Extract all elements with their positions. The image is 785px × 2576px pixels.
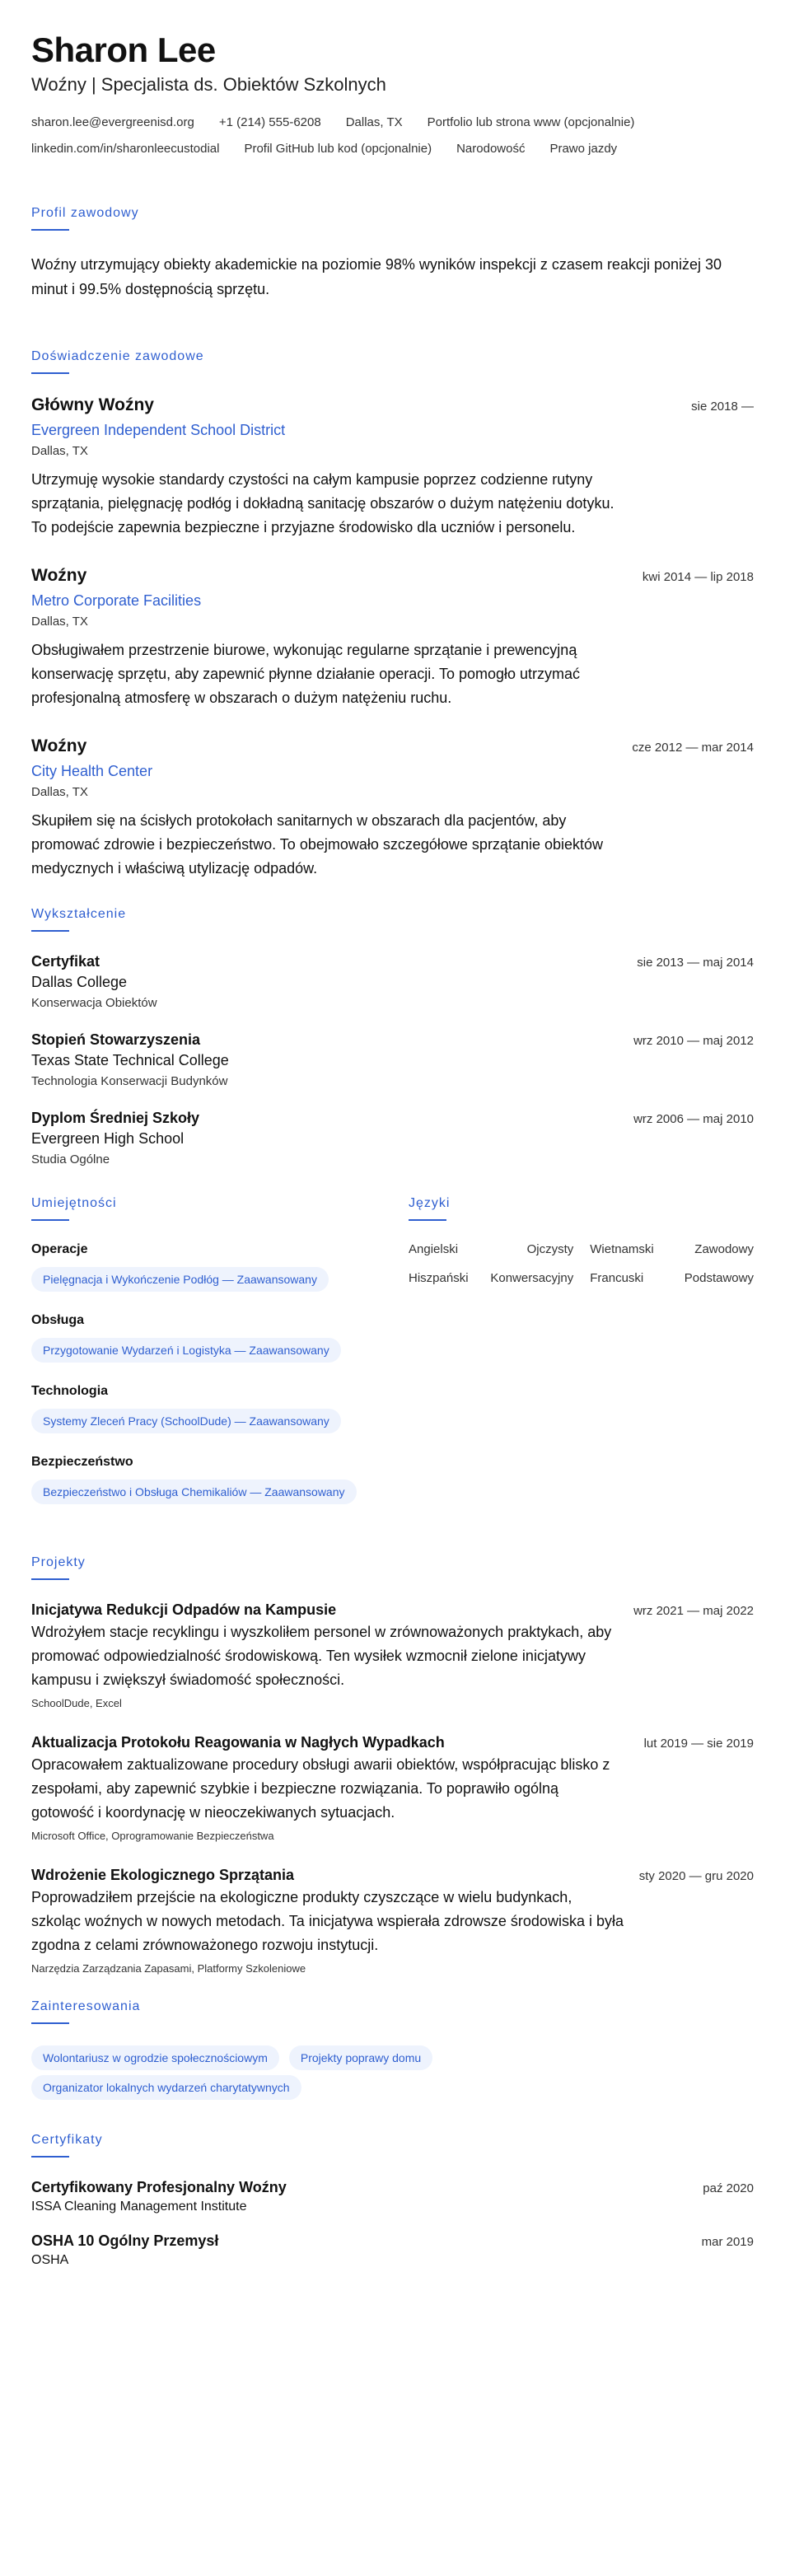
certification-date: mar 2019 xyxy=(701,2235,754,2249)
field-of-study: Konserwacja Obiektów xyxy=(31,996,157,1010)
candidate-name: Sharon Lee xyxy=(31,30,216,69)
certification-entry xyxy=(31,2179,754,2214)
languages-section xyxy=(409,1196,754,1526)
project-date: sty 2020 — gru 2020 xyxy=(638,1869,754,1883)
job-company: City Health Center xyxy=(31,763,153,779)
section-divider xyxy=(31,1578,69,1580)
section-divider xyxy=(31,229,69,231)
education-entry xyxy=(31,1031,754,1088)
section-divider xyxy=(31,2022,69,2024)
skill-tag: Przygotowanie Wydarzeń i Logistyka — Zaawansowany xyxy=(31,1338,341,1363)
job-description: Obsługiwałem przestrzenie biurowe, wykonując regularne sprzątanie i prewencyjną konserwację sprzętu, aby zapewnić płynne działanie operacji. To pomogło utrzymać profesjonalną atmosferę w obszarach o dużym natężeniu ruchu. xyxy=(31,642,581,706)
language-level: Zawodowy xyxy=(694,1242,754,1256)
skill-category: Bezpieczeństwo xyxy=(31,1455,133,1469)
certification-issuer: OSHA xyxy=(31,2253,69,2267)
certification-date: paź 2020 xyxy=(703,2181,754,2195)
job-title: Woźny xyxy=(31,736,87,755)
language-level: Ojczysty xyxy=(526,1242,574,1256)
section-title-languages: Języki xyxy=(409,1196,451,1210)
job-location: Dallas, TX xyxy=(31,444,88,458)
project-description: Opracowałem zaktualizowane procedury obsługi awarii obiektów, współpracując blisko z zespołami, aby zapewnić szybkie i bezpieczne rozwiązania. To poprawiło ogólną gotowość i koordynację w nieoczekiwanych sytuacjach. xyxy=(31,1756,610,1821)
skill-group xyxy=(31,1455,376,1508)
contact-info xyxy=(31,114,740,158)
language-name: Francuski xyxy=(590,1271,644,1285)
degree: Certyfikat xyxy=(31,953,100,970)
job-description: Utrzymuję wysokie standardy czystości na całym kampusie poprzez codzienne rutyny sprzątania, pielęgnację podłóg i dokładną sanitację obszarów o dużym natężeniu dotyku. To podejście zapewnia bezpieczne i przyjazne środowisko dla uczniów i personelu. xyxy=(31,471,614,535)
job-date: cze 2012 — mar 2014 xyxy=(632,741,754,755)
job-location: Dallas, TX xyxy=(31,785,88,799)
project-date: wrz 2021 — maj 2022 xyxy=(633,1604,754,1618)
section-divider xyxy=(31,372,69,374)
section-divider xyxy=(409,1219,446,1221)
field-of-study: Studia Ogólne xyxy=(31,1152,110,1166)
project-technologies: SchoolDude, Excel xyxy=(31,1697,122,1709)
education-entry xyxy=(31,1110,754,1166)
skill-tag: Systemy Zleceń Pracy (SchoolDude) — Zaawansowany xyxy=(31,1409,341,1433)
education-date: wrz 2006 — maj 2010 xyxy=(633,1112,754,1126)
education-date: wrz 2010 — maj 2012 xyxy=(633,1034,754,1048)
contact-email[interactable]: sharon.lee@evergreenisd.org xyxy=(31,115,194,129)
degree: Stopień Stowarzyszenia xyxy=(31,1031,201,1048)
job-title: Główny Woźny xyxy=(31,395,154,414)
section-title-projects: Projekty xyxy=(31,1555,86,1569)
section-title-summary: Profil zawodowy xyxy=(31,206,139,220)
projects-section xyxy=(31,1555,754,1975)
language-level: Konwersacyjny xyxy=(490,1271,574,1285)
interest-tag: Wolontariusz w ogrodzie społecznościowym xyxy=(31,2045,279,2070)
section-divider xyxy=(31,930,69,932)
contact-nationality: Narodowość xyxy=(456,142,526,156)
languages-list xyxy=(409,1242,754,1285)
project-description: Wdrożyłem stacje recyklingu i wyszkoliłem personel w zrównoważonych praktykach, aby promować odpowiedzialność środowiskową. Ten wysiłek wzmocnił zielone inicjatywy kampusu i zwiększył świadomość społeczności. xyxy=(31,1624,612,1688)
skill-category: Technologia xyxy=(31,1384,109,1398)
skill-category: Obsługa xyxy=(31,1313,85,1327)
certifications-section xyxy=(31,2133,754,2268)
degree: Dyplom Średniej Szkoły xyxy=(31,1110,200,1126)
project-description: Poprowadziłem przejście na ekologiczne produkty czyszczące w wielu budynkach, szkoląc woźnych w nowych metodach. Ta inicjatywa wspierała zdrowsze środowiska i była zgodna z celami zrównoważonego rozwoju instytucji. xyxy=(31,1889,624,1953)
field-of-study: Technologia Konserwacji Budynków xyxy=(31,1074,228,1088)
skill-group xyxy=(31,1242,376,1295)
project-entry xyxy=(31,1867,754,1975)
contact-linkedin[interactable]: linkedin.com/in/sharonleecustodial xyxy=(31,142,220,156)
certification-entry xyxy=(31,2232,754,2268)
project-technologies: Narzędzia Zarządzania Zapasami, Platformy Szkoleniowe xyxy=(31,1962,306,1975)
interest-tag: Organizator lokalnych wydarzeń charytatywnych xyxy=(31,2075,301,2100)
project-name: Inicjatywa Redukcji Odpadów na Kampusie xyxy=(31,1601,337,1618)
job-company: Metro Corporate Facilities xyxy=(31,592,202,609)
skills-languages-row xyxy=(31,1196,754,1526)
section-title-certifications: Certyfikaty xyxy=(31,2133,103,2147)
language-name: Hiszpański xyxy=(409,1271,469,1285)
interests-section xyxy=(31,1999,754,2100)
resume-header xyxy=(31,30,754,158)
job-description: Skupiłem się na ścisłych protokołach sanitarnych w obszarach dla pacjentów, aby promować zdrowie i bezpieczeństwo. To obejmowało szczegółowe sprzątanie obiektów medycznych i właściwą utylizację odpadów. xyxy=(31,812,604,877)
institution: Dallas College xyxy=(31,974,128,990)
language-name: Wietnamski xyxy=(590,1242,654,1256)
section-divider xyxy=(31,1219,69,1221)
education-entry xyxy=(31,953,754,1010)
section-title-experience: Doświadczenie zawodowe xyxy=(31,349,204,363)
job-location: Dallas, TX xyxy=(31,615,88,629)
section-title-interests: Zainteresowania xyxy=(31,1999,141,2013)
project-entry xyxy=(31,1601,754,1709)
project-date: lut 2019 — sie 2019 xyxy=(643,1737,754,1751)
contact-driving-license: Prawo jazdy xyxy=(549,142,618,156)
experience-section xyxy=(31,349,754,881)
certification-name: Certyfikowany Profesjonalny Woźny xyxy=(31,2179,287,2195)
section-divider xyxy=(31,2156,69,2158)
project-name: Wdrożenie Ekologicznego Sprzątania xyxy=(31,1867,295,1883)
institution: Evergreen High School xyxy=(31,1130,185,1147)
experience-entry xyxy=(31,395,754,540)
section-title-skills: Umiejętności xyxy=(31,1196,117,1210)
interests-list xyxy=(31,2045,526,2100)
summary-text: Woźny utrzymujący obiekty akademickie na poziomie 98% wyników inspekcji z czasem reakcji poniżej 30 minut i 99.5% dostępnością sprzętu. xyxy=(31,256,722,297)
contact-location: Dallas, TX xyxy=(345,115,403,129)
language-name: Angielski xyxy=(409,1242,459,1256)
language-level: Podstawowy xyxy=(684,1271,754,1285)
contact-phone[interactable]: +1 (214) 555-6208 xyxy=(218,115,321,129)
job-date: sie 2018 — xyxy=(691,400,754,414)
job-company: Evergreen Independent School District xyxy=(31,422,286,438)
project-entry xyxy=(31,1734,754,1842)
certification-name: OSHA 10 Ogólny Przemysł xyxy=(31,2232,219,2249)
project-name: Aktualizacja Protokołu Reagowania w Nagłych Wypadkach xyxy=(31,1734,445,1751)
interest-tag: Projekty poprawy domu xyxy=(289,2045,432,2070)
skill-tag: Bezpieczeństwo i Obsługa Chemikaliów — Zaawansowany xyxy=(31,1480,357,1504)
certification-issuer: ISSA Cleaning Management Institute xyxy=(31,2200,247,2214)
experience-entry xyxy=(31,566,754,710)
skill-category: Operacje xyxy=(31,1242,88,1256)
job-title: Woźny xyxy=(31,566,87,585)
institution: Texas State Technical College xyxy=(31,1052,229,1068)
contact-github[interactable]: Profil GitHub lub kod (opcjonalnie) xyxy=(244,142,432,156)
summary-section xyxy=(31,206,754,302)
education-date: sie 2013 — maj 2014 xyxy=(637,956,754,970)
skill-tag: Pielęgnacja i Wykończenie Podłóg — Zaawansowany xyxy=(31,1267,329,1292)
section-title-education: Wykształcenie xyxy=(31,907,127,921)
contact-portfolio[interactable]: Portfolio lub strona www (opcjonalnie) xyxy=(427,115,635,129)
skill-group xyxy=(31,1313,376,1366)
job-date: kwi 2014 — lip 2018 xyxy=(642,570,754,584)
project-technologies: Microsoft Office, Oprogramowanie Bezpieczeństwa xyxy=(31,1830,274,1842)
headline: Woźny | Specjalista ds. Obiektów Szkolnych xyxy=(31,74,386,95)
skills-section xyxy=(31,1196,376,1526)
education-section xyxy=(31,907,754,1166)
experience-entry xyxy=(31,736,754,881)
skill-group xyxy=(31,1384,376,1437)
